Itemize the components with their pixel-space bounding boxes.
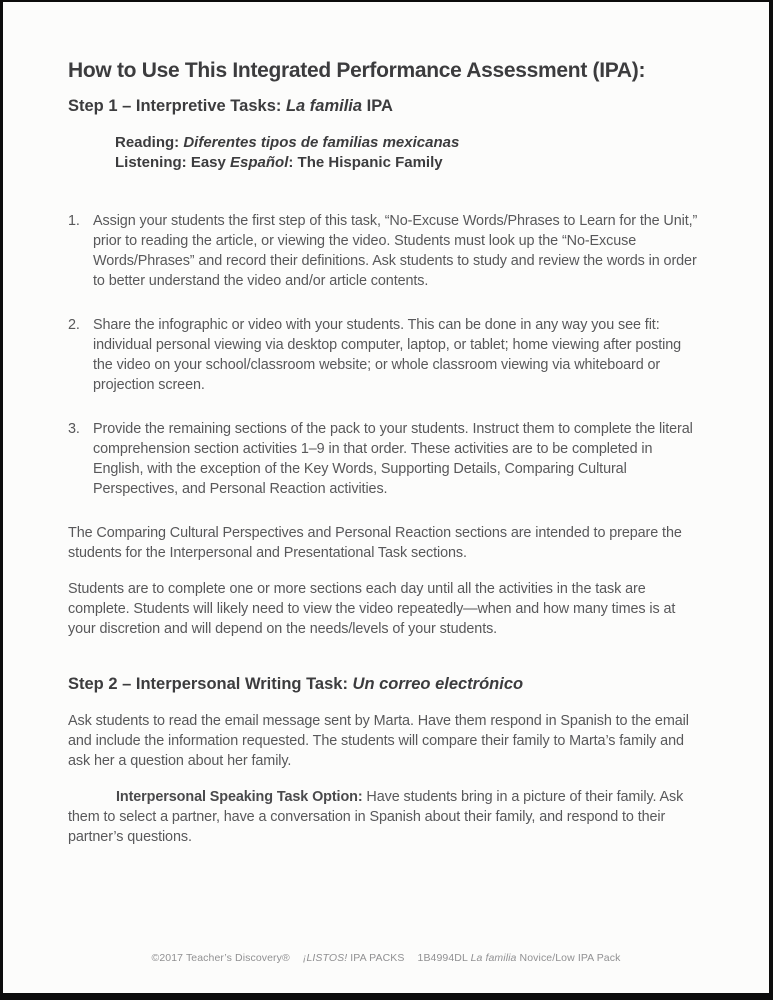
- task-list: [68, 211, 703, 499]
- list-item: [68, 211, 703, 291]
- para-pacing: Students are to complete one or more sections each day until all the activities in the task are complete. Students will likely need to view the video repeatedly—when and how many times is at your discretion and will depend on the needs/levels of your students.: [68, 581, 676, 637]
- item-number: 1.: [68, 213, 80, 229]
- step2-heading: [68, 673, 703, 695]
- footer-sku: 1B4994DL: [417, 952, 471, 964]
- item-text: Share the infographic or video with your students. This can be done in any way you see fit: individual personal viewing via desktop computer, laptop, or tablet; home viewing after posting the video on your school/classroom website; or whole classroom viewing via whiteboard or projection screen.: [93, 317, 682, 393]
- footer-brand: [303, 952, 405, 964]
- speaking-option-text: Have students bring in a picture of their family. Ask them to select a partner, have a conversation in Spanish about their family, and respond to their partner’s questions.: [68, 789, 684, 845]
- item-number: 2.: [68, 317, 80, 333]
- footer: [3, 952, 769, 964]
- reading-line: [115, 133, 703, 153]
- para-cultural-perspectives: The Comparing Cultural Perspectives and Personal Reaction sections are intended to prepare the students for the Interpersonal and Presentational Task sections.: [68, 525, 682, 561]
- footer-product-title: La familia: [470, 952, 517, 964]
- list-item: [68, 315, 703, 395]
- listening-suffix: : The Hispanic Family: [288, 154, 443, 171]
- list-item: [68, 419, 703, 499]
- listening-label: Listening: Easy: [115, 154, 231, 171]
- para-speaking-option: [68, 787, 703, 847]
- footer-brand-suffix: IPA PACKS: [347, 952, 405, 964]
- step2-heading-italic: Un correo electrónico: [352, 675, 524, 693]
- page-content: [3, 2, 769, 847]
- footer-product-suffix: Novice/Low IPA Pack: [516, 952, 621, 964]
- step2-heading-prefix: Step 2 – Interpersonal Writing Task:: [68, 675, 353, 693]
- item-text: Assign your students the first step of this task, “No-Excuse Words/Phrases to Learn for the Unit,” prior to reading the article, or viewing the video. Students must look up the “No-Excuse Words/Phrases” and record their definitions. Ask students to study and review the words in order to better understand the video and/or article contents.: [93, 213, 698, 289]
- speaking-option-label: Interpersonal Speaking Task Option:: [116, 789, 363, 805]
- footer-brand-name: ¡LISTOS!: [302, 952, 348, 964]
- listening-line: [115, 153, 703, 173]
- reading-title: Diferentes tipos de familias mexicanas: [183, 134, 460, 151]
- reading-label: Reading:: [115, 134, 184, 151]
- listening-title: Español: [230, 154, 289, 171]
- page-title: How to Use This Integrated Performance Assessment (IPA):: [68, 59, 646, 82]
- footer-copyright: ©2017 Teacher’s Discovery®: [151, 952, 290, 964]
- item-number: 3.: [68, 421, 80, 437]
- item-text: Provide the remaining sections of the pack to your students. Instruct them to complete the literal comprehension section activities 1–9 in that order. These activities are to be completed in English, with the exception of the Key Words, Supporting Details, Comparing Cultural Perspectives, and Personal Reaction activities.: [93, 421, 693, 497]
- step1-heading-prefix: Step 1 – Interpretive Tasks:: [68, 97, 286, 115]
- step1-heading-italic: La familia: [285, 97, 363, 115]
- footer-product: [418, 952, 621, 964]
- para-email-task: Ask students to read the email message sent by Marta. Have them respond in Spanish to the email and include the information requested. The students will compare their family to Marta’s family and ask her a question about her family.: [68, 713, 689, 769]
- source-materials: [115, 133, 703, 173]
- step1-heading: [68, 95, 703, 117]
- step1-heading-suffix: IPA: [362, 97, 393, 115]
